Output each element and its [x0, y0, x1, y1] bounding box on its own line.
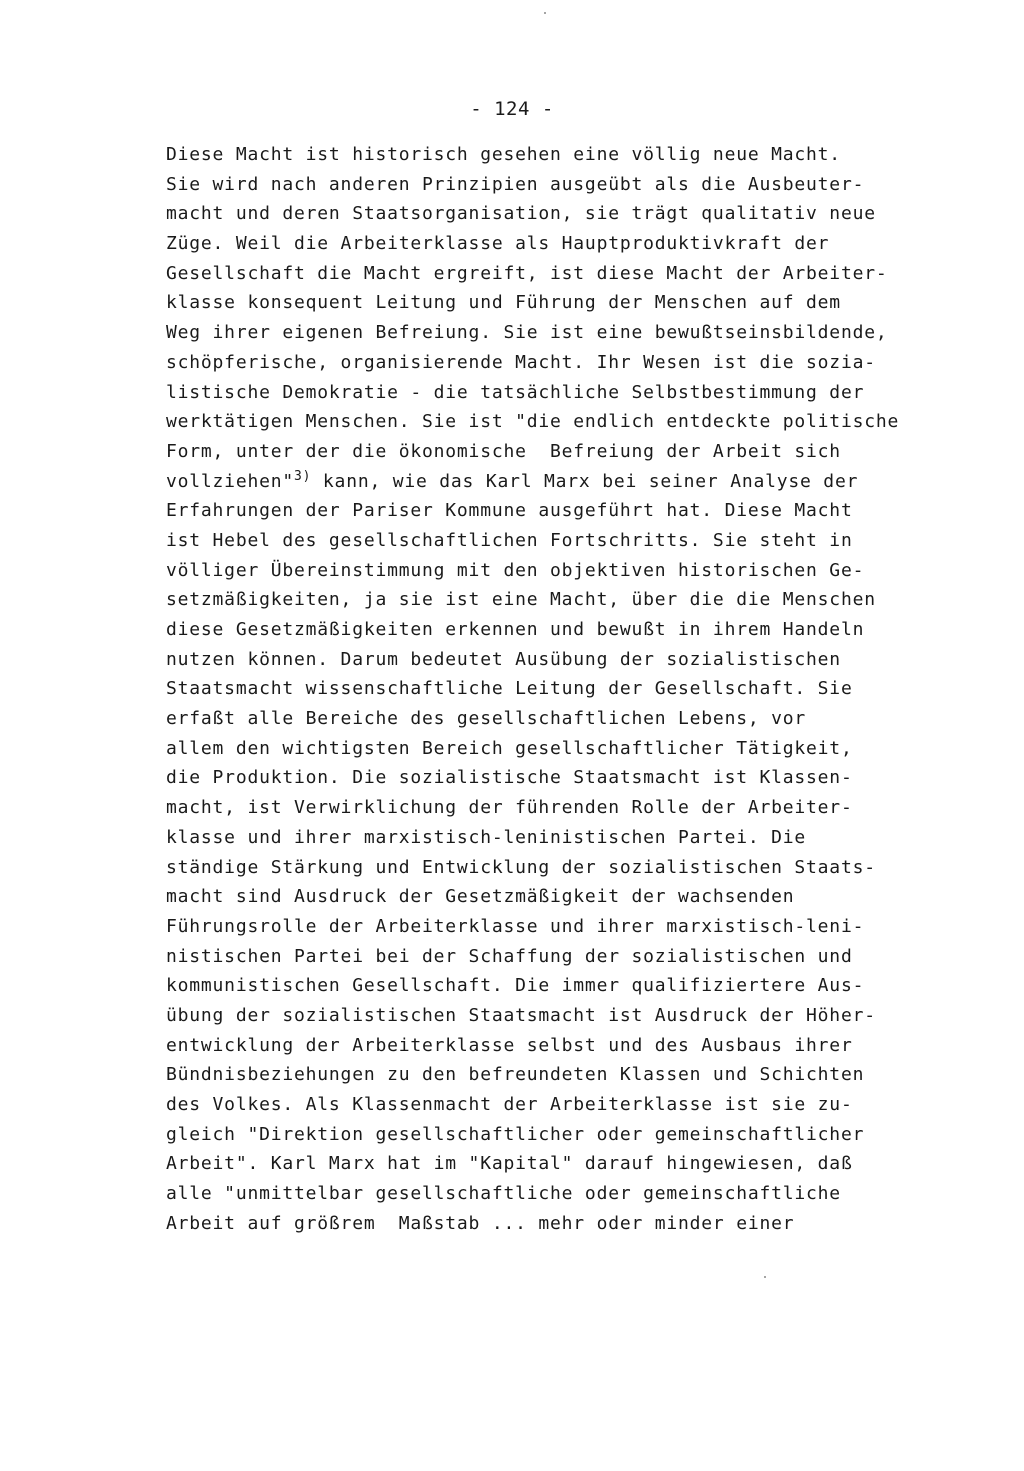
text-line: Sie wird nach anderen Prinzipien ausgeübt als die Ausbeuter-: [166, 173, 865, 195]
text-line: macht und deren Staatsorganisation, sie trägt qualitativ neue: [166, 203, 876, 225]
text-line: Gesellschaft die Macht ergreift, ist diese Macht der Arbeiter-: [166, 262, 888, 284]
text-line: Bündnisbeziehungen zu den befreundeten Klassen und Schichten: [166, 1064, 865, 1086]
text-line: macht sind Ausdruck der Gesetzmäßigkeit der wachsenden: [166, 886, 795, 908]
text-segment: kann, wie das Karl Marx bei seiner Analyse der: [311, 470, 859, 492]
text-line: erfaßt alle Bereiche des gesellschaftlichen Lebens, vor: [166, 708, 807, 730]
text-line: listische Demokratie - die tatsächliche Selbstbestimmung der: [166, 381, 865, 403]
text-line: nistischen Partei bei der Schaffung der sozialistischen und: [166, 945, 853, 967]
text-line: Arbeit auf größrem Maßstab ... mehr oder minder einer: [166, 1212, 795, 1234]
text-line: Führungsrolle der Arbeiterklasse und ihrer marxistisch-leni-: [166, 915, 865, 937]
text-line: entwicklung der Arbeiterklasse selbst und des Ausbaus ihrer: [166, 1034, 853, 1056]
text-line: Erfahrungen der Pariser Kommune ausgeführt hat. Diese Macht: [166, 500, 853, 522]
text-line: setzmäßigkeiten, ja sie ist eine Macht, über die die Menschen: [166, 589, 876, 611]
text-line: die Produktion. Die sozialistische Staatsmacht ist Klassen-: [166, 767, 853, 789]
text-line: Form, unter der die ökonomische Befreiung der Arbeit sich: [166, 440, 841, 462]
text-line: des Volkes. Als Klassenmacht der Arbeiterklasse ist sie zu-: [166, 1094, 853, 1115]
text-line: kommunistischen Gesellschaft. Die immer qualifiziertere Aus-: [166, 975, 865, 997]
text-line: macht, ist Verwirklichung der führenden Rolle der Arbeiter-: [166, 797, 853, 819]
text-line: schöpferische, organisierende Macht. Ihr Wesen ist die sozia-: [166, 351, 876, 373]
text-line: werktätigen Menschen. Sie ist "die endlich entdeckte politische: [166, 411, 900, 433]
text-line: alle "unmittelbar gesellschaftliche oder gemeinschaftliche: [166, 1183, 841, 1205]
text-line: nutzen können. Darum bedeutet Ausübung der sozialistischen: [166, 648, 841, 670]
text-line: ist Hebel des gesellschaftlichen Fortschritts. Sie steht in: [166, 529, 853, 551]
scan-speck: [764, 1276, 766, 1278]
text-line: Staatsmacht wissenschaftliche Leitung der Gesellschaft. Sie: [166, 678, 853, 700]
text-line: völliger Übereinstimmung mit den objektiven historischen Ge-: [166, 559, 865, 581]
scan-speck: [544, 12, 546, 14]
text-segment: vollziehen": [166, 470, 295, 492]
text-line: klasse konsequent Leitung und Führung der Menschen auf dem: [166, 292, 841, 314]
text-line: Weg ihrer eigenen Befreiung. Sie ist eine bewußtseinsbildende,: [166, 322, 888, 344]
body-text: [166, 140, 946, 1238]
text-line: diese Gesetzmäßigkeiten erkennen und bewußt in ihrem Handeln: [166, 619, 865, 640]
text-line: gleich "Direktion gesellschaftlicher oder gemeinschaftlicher: [166, 1123, 865, 1145]
text-line: ständige Stärkung und Entwicklung der sozialistischen Staats-: [166, 856, 876, 878]
text-line: Züge. Weil die Arbeiterklasse als Hauptproduktivkraft der: [166, 233, 830, 255]
page-number: - 124 -: [470, 98, 554, 120]
text-line: Arbeit". Karl Marx hat im "Kapital" darauf hingewiesen, daß: [166, 1153, 853, 1175]
text-line: Diese Macht ist historisch gesehen eine völlig neue Macht.: [166, 144, 841, 165]
text-line: [166, 467, 946, 497]
text-line: allem den wichtigsten Bereich gesellschaftlicher Tätigkeit,: [166, 737, 853, 759]
text-line: übung der sozialistischen Staatsmacht ist Ausdruck der Höher-: [166, 1004, 876, 1026]
footnote-marker: 3): [294, 468, 312, 484]
text-line: klasse und ihrer marxistisch-leninistischen Partei. Die: [166, 826, 807, 848]
